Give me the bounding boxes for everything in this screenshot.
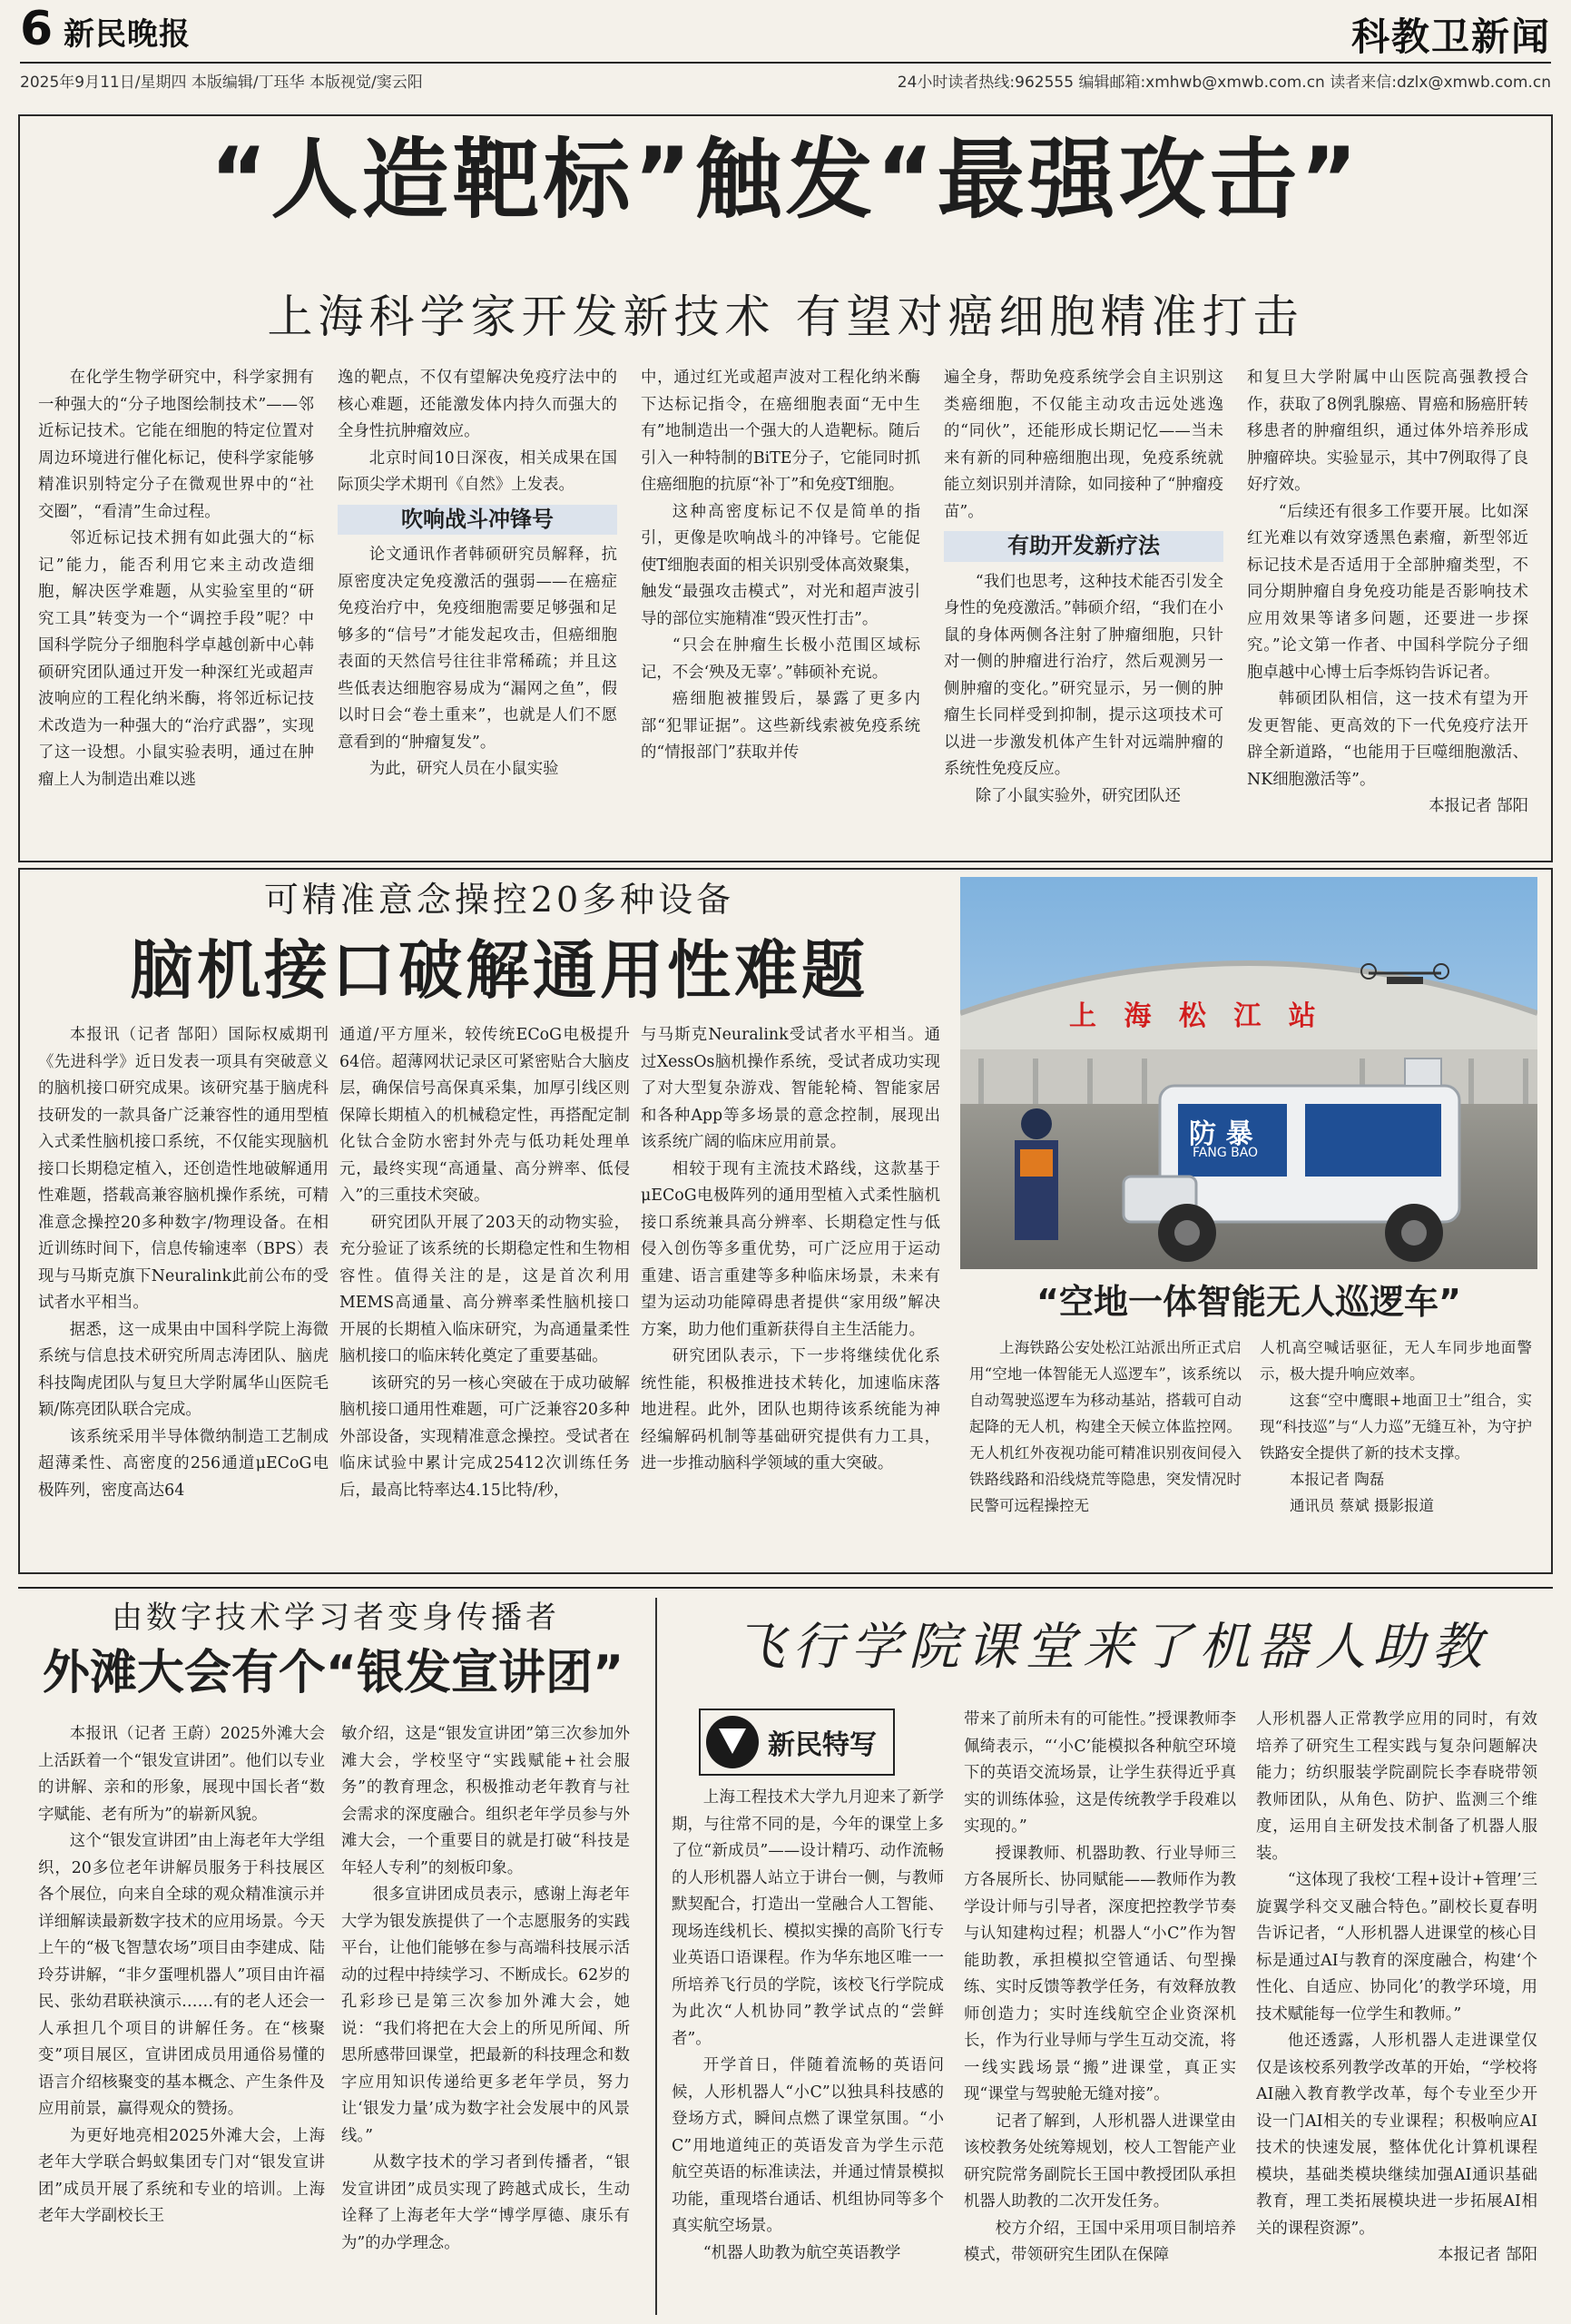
patrol-vehicle-photo <box>960 877 1537 1269</box>
photo-illustration <box>960 877 1537 1269</box>
article-3-headline: 外滩大会有个“银发宣讲团” <box>42 1646 624 1700</box>
article-2-column-3: 与马斯克Neuralink受试者水平相当。通过XessOs脑机操作系统，受试者成功实现了对大型复杂游戏、智能轮椅、智能家居和各种App等多场景的意念控制，展现出该系统广阔的临床应用前景。 相较于现有主流技术路线，这款基于μECoG电极阵列的通用型植入式柔性脑机接口系统兼具高分辨率、长期稳定性与低侵入创伤等多重优势，可广泛应用于运动重建、语言重建等多种临床场景，未来有望为运动功能障碍患者提供“家用级”解决方案，助力他们重新获得自主生活能力。 研究团队表示，下一步将继续优化系统性能，积极推进技术转化，加速临床落地进程。此外，团队也期待该系统能为神经编解码机制等基础研究提供有力工具，进一步推动脑科学领域的重大突破。 <box>641 1026 940 1472</box>
date-line: 2025年9月11日/星期四 本版编辑/丁珏华 本版视觉/窦云阳 <box>20 74 423 92</box>
page-number: 6 <box>20 2 54 56</box>
feature-tag-label: 新民特写 <box>768 1729 877 1761</box>
article-1-column-3: 中，通过红光或超声波对工程化纳米酶下达标记指令，在癌细胞表面“无中生有”地制造出一个强大的人造靶标。随后引入一种特制的BiTE分子，它能同时抓住癌细胞的抗原“补丁”和免疫T细胞。 这种高密度标记不仅是简单的指引，更像是吹响战斗的冲锋号。它能促使T细胞表面的相关识别受体高效聚集，触发“最强攻击模式”，对光和超声波引导的部位实施精准“毁灭性打击”。 “只会在肿瘤生长极小范围区域标记，不会‘殃及无辜’。”韩硕补充说。 癌细胞被摧毁后，暴露了更多内部“犯罪证据”。这些新线索被免疫系统的“情报部门”获取并传 <box>641 369 920 762</box>
section-title: 科教卫新闻 <box>1350 15 1551 59</box>
column-divider <box>655 1598 657 2315</box>
article-2-headline: 脑机接口破解通用性难题 <box>130 933 869 1008</box>
article-3-column-2: 敏介绍，这是“银发宣讲团”第三次参加外滩大会，学校坚守“实践赋能+社会服务”的教育理念，积极推动老年教育与社会需求的深度融合。组织老年学员参与外滩大会，一个重要目的就是打破“科技是年轻人专利”的刻板印象。 很多宣讲团成员表示，感谢上海老年大学为银发族提供了一个志愿服务的实践平台，让他们能够在参与高端科技展示活动的过程中持续学习、不断成长。62岁的孔彩珍已是第三次参加外滩大会，她说：“我们将把在大会上的所见所闻、所思所感带回课堂，把最新的科技理念和数字应用知识传递给更多老年学员，努力让‘银发力量’成为数字社会发展中的风景线。” 从数字技术的学习者到传播者，“银发宣讲团”成员实现了跨越式成长，生动诠释了上海老年大学“博学厚德、康乐有为”的办学理念。 <box>341 1725 630 2252</box>
article-1-column-5: 和复旦大学附属中山医院高强教授合作，获取了8例乳腺癌、胃癌和肠癌肝转移患者的肿瘤组织，通过体外培养形成肿瘤碎块。实验显示，其中7例取得了良好疗效。 “后续还有很多工作要开展。比如深红光难以有效穿透黑色素瘤，新型邻近标记技术是否适用于全部肿瘤类型，不同分期肿瘤自身免疫功能是否影响技术应用效果等诸多问题，还要进一步探究。”论文第一作者、中国科学院分子细胞卓越中心博士后李烁钧告诉记者。 韩硕团队相信，这一技术有望为开发更智能、更高效的下一代免疫疗法开辟全新道路，“也能用于巨噬细胞激活、NK细胞激活等”。 本报记者 郜阳 <box>1247 365 1528 846</box>
vehicle-label-sub: FANG BAO <box>1193 1146 1259 1160</box>
article-4-headline: 飞行学院课堂来了机器人助教 <box>734 1618 1489 1677</box>
article-4-column-1: 上海工程技术大学九月迎来了新学期，与往常不同的是，今年的课堂上多了位“新成员”——设计精巧、动作流畅的人形机器人站立于讲台一侧，与教师默契配合，打造出一堂融合人工智能、现场连线机长、模拟实操的高阶飞行专业英语口语课程。作为华东地区唯一一所培养飞行员的学院，该校飞行学院成为此次“人机协同”教学试点的“尝鲜者”。 开学首日，伴随着流畅的英语问候，人形机器人“小C”以独具科技感的登场方式，瞬间点燃了课堂氛围。“小C”用地道纯正的英语发音为学生示范航空英语的标准读法，并通过情景模拟功能，重现塔台通话、机组协同等多个真实航空场景。 “机器人助教为航空英语教学 <box>672 1788 944 2262</box>
article-4-column-3: 人形机器人正常教学应用的同时，有效培养了研究生工程实践与复杂问题解决能力；纺织服装学院副院长李春晓带领教师团队，从角色、防护、监测三个维度，运用自主研发技术制备了机器人服装。 “这体现了我校‘工程+设计+管理’三旋翼学科交叉融合特色。”副校长夏春明告诉记者，“人形机器人进课堂的核心目标是通过AI与教育的深度融合，构建‘个性化、自适应、协同化’的教学环境，用技术赋能每一位学生和教师。” 他还透露，人形机器人走进课堂仅仅是该校系列教学改革的开始，“学校将AI融入教育教学改革，每个专业至少开设一门AI相关的专业课程；积极响应AI技术的快速发展，整体优化计算机课程模块，基础类模块继续加强AI通识基础教育，理工类拓展模块进一步拓展AI相关的课程资源”。 本报记者 郜阳 <box>1256 1707 1537 2315</box>
article-2-column-1: 本报讯（记者 郜阳）国际权威期刊《先进科学》近日发表一项具有突破意义的脑机接口研究成果。该研究基于脑虎科技研发的一款具备广泛兼容性的通用型植入式柔性脑机接口系统，不仅能实现脑机接口长期稳定植入，还创造性地破解通用性难题，搭载高兼容脑机操作系统，可精准意念操控20多种数字/物理设备。在相近训练时间下，信息传输速率（BPS）表现与马斯克旗下Neuralink此前公布的受试者水平相当。 据悉，这一成果由中国科学院上海微系统与信息技术研究所周志涛团队、脑虎科技陶虎团队与复旦大学附属华山医院毛颖/陈亮团队联合完成。 该系统采用半导体微纳制造工艺制成超薄柔性、高密度的256通道μECoG电极阵列，密度高达64 <box>38 1026 329 1500</box>
photo-credit-reporter: 本报记者 陶磊 <box>1290 1471 1385 1488</box>
article-1-subheadline: 上海科学家开发新技术 有望对癌细胞精准打击 <box>267 290 1304 343</box>
article-1-column-4: 遍全身，帮助免疫系统学会自主识别这类癌细胞，不仅能主动攻击远处逃逸的“同伙”，还能形成长期记忆——当未来有新的同种癌细胞出现，免疫系统就能立刻识别并清除，如同接种了“肿瘤疫苗”。 有助开发新疗法 “我们也思考，这种技术能否引发全身性的免疫激活。”韩硕介绍，“我们在小鼠的身体两侧各注射了肿瘤细胞，只针对一侧的肿瘤进行治疗，然后观测另一侧肿瘤的变化。”研究显示，另一侧的肿瘤生长同样受到抑制，提示这项技术可以进一步激发机体产生针对远端肿瘤的系统性免疫反应。 除了小鼠实验外，研究团队还 <box>944 369 1223 805</box>
subheading-2: 有助开发新疗法 <box>944 531 1223 562</box>
article-4-byline: 本报记者 郜阳 <box>1438 2246 1537 2264</box>
article-3-column-1: 本报讯（记者 王蔚）2025外滩大会上活跃着一个“银发宣讲团”。他们以专业的讲解、亲和的形象，展现中国长者“数字赋能、老有所为”的崭新风貌。 这个“银发宣讲团”由上海老年大学组织，20多位老年讲解员服务于科技展区各个展位，向来自全球的观众精准演示并详细解读最新数字技术的应用场景。今天上午的“极飞智慧农场”项目由李建成、陆玲芬讲解，“非夕蛋哩机器人”项目由许福民、张幼君联袂演示……有的老人还会一人承担几个项目的讲解任务。在“核聚变”项目展区，宣讲团成员用通俗易懂的语言介绍核聚变的基本概念、产生条件及应用前景，赢得观众的赞扬。 为更好地亮相2025外滩大会，上海老年大学联合蚂蚁集团专门对“银发宣讲团”成员开展了系统和专业的培训。上海老年大学副校长王 <box>38 1725 325 2225</box>
lower-section-rule <box>18 1587 1553 1589</box>
photo-caption-column-2: 人机高空喊话驱征，无人车同步地面警示，极大提升响应效率。 这套“空中鹰眼+地面卫士”组合，实现“科技巡”与“人力巡”无缝互补，为守护铁路安全提供了新的技术支撑。 本报记者 陶磊 通讯员 蔡斌 摄影报道 <box>1260 1334 1532 1561</box>
newspaper-logo: 新民晚报 <box>64 16 191 53</box>
article-1-byline: 本报记者 郜阳 <box>1429 797 1528 815</box>
feature-tag <box>699 1709 895 1776</box>
station-sign: 上 海 松 江 站 <box>1069 1000 1325 1032</box>
article-3-kicker: 由数字技术学习者变身传播者 <box>112 1600 560 1636</box>
article-1-column-1: 在化学生物学研究中，科学家拥有一种强大的“分子地图绘制技术”——邻近标记技术。它能在细胞的特定位置对周边环境进行催化标记，使科学家能够精准识别特定分子在微观世界中的“社交圈”，“看清”生命过程。 邻近标记技术拥有如此强大的“标记”能力，能否利用它来主动改造细胞，解决医学难题，从实验室里的“研究工具”转变为一个“调控手段”呢？中国科学院分子细胞科学卓越创新中心韩硕研究团队通过开发一种深红光或超声波响应的工程化纳米酶，将邻近标记技术改造为一种强大的“治疗武器”，实现了这一设想。小鼠实验表明，通过在肿瘤上人为制造出难以逃 <box>38 369 314 789</box>
article-1-column-2: 逸的靶点，不仅有望解决免疫疗法中的核心难题，还能激发体内持久而强大的全身性抗肿瘤效应。 北京时间10日深夜，相关成果在国际顶尖学术期刊《自然》上发表。 吹响战斗冲锋号 论文通讯作者韩硕研究员解释，抗原密度决定免疫激活的强弱——在癌症免疫治疗中，免疫细胞需要足够强和足够多的“信号”才能发起攻击，但癌细胞表面的天然信号往往非常稀疏；并且这些低表达细胞容易成为“漏网之鱼”，假以时日会“卷土重来”，也就是人们不愿意看到的“肿瘤复发”。 为此，研究人员在小鼠实验 <box>338 369 617 778</box>
photo-caption-column-1: 上海铁路公安处松江站派出所正式启用“空地一体智能无人巡逻车”，该系统以自动驾驶巡逻车为移动基站，搭载可自动起降的无人机，构建全天候立体监控网。无人机红外夜视功能可精准识别夜间侵入铁路线路和沿线烧荒等隐患，突发情况时民警可远程操控无 <box>969 1339 1242 1514</box>
article-2-column-2: 通道/平方厘米，较传统ECoG电极提升64倍。超薄网状记录区可紧密贴合大脑皮层，确保信号高保真采集，加厚引线区则保障长期植入的机械稳定性，再搭配定制化钛合金防水密封外壳与低功耗处理单元，最终实现“高通量、高分辨率、低侵入”的三重技术突破。 研究团队开展了203天的动物实验，充分验证了该系统的长期稳定性和生物相容性。值得关注的是，这是首次利用MEMS高通量、高分辨率柔性脑机接口开展的长期植入临床研究，为高通量柔性脑机接口的临床转化奠定了重要基础。 该研究的另一核心突破在于成功破解脑机接口通用性难题，可广泛兼容20多种外部设备，实现精准意念操控。受试者在临床试验中累计完成25412次训练任务后，最高比特率达4.15比特/秒， <box>339 1026 630 1500</box>
article-1-headline: “人造靶标”触发“最强攻击” <box>210 129 1361 231</box>
article-4-column-2: 带来了前所未有的可能性。”授课教师李佩绮表示，“‘小C’能模拟各种航空环境下的英语交流场景，让学生获得近乎真实的训练体验，这是传统教学手段难以实现的。” 授课教师、机器助教、行业导师三方各展所长、协同赋能——教师作为教学设计师与引导者，深度把控教学节奏与认知建构过程；机器人“小C”作为智能助教，承担模拟空管通话、句型操练、实时反馈等教学任务，有效释放教师创造力；实时连线航空企业资深机长，作为行业导师与学生互动交流，将一线实践场景“搬”进课堂，真正实现“课堂与驾驶舱无缝对接”。 记者了解到，人形机器人进课堂由该校教务处统筹规划，校人工智能产业研究院常务副院长王国中教授团队承担机器人助教的二次开发任务。 校方介绍，王国中采用项目制培养模式，带领研究生团队在保障 <box>964 1710 1236 2264</box>
contact-line: 24小时读者热线:962555 编辑邮箱:xmhwb@xmwb.com.cn 读者来信:dzlx@xmwb.com.cn <box>897 74 1551 92</box>
photo-credit-photographer: 通讯员 蔡斌 摄影报道 <box>1290 1497 1434 1514</box>
vehicle-label: 防 暴 <box>1189 1118 1253 1150</box>
article-2-kicker: 可精准意念操控20多种设备 <box>263 880 735 920</box>
photo-caption-title: “空地一体智能无人巡逻车” <box>1036 1282 1461 1322</box>
masthead-rule <box>20 62 1551 64</box>
subheading-1: 吹响战斗冲锋号 <box>338 505 617 536</box>
feature-tag-icon <box>706 1716 759 1768</box>
info-bar <box>20 69 1551 92</box>
